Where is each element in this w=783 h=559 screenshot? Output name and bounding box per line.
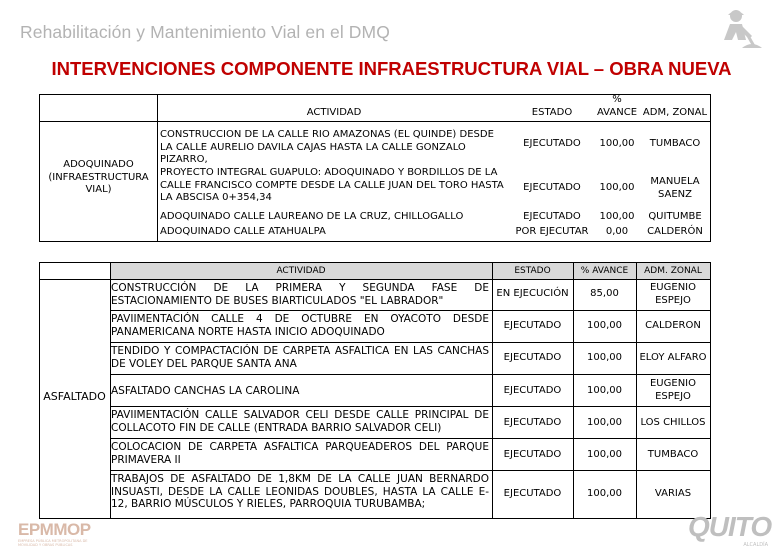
quito-logo: [688, 512, 771, 548]
t1-r0-actividad: CONSTRUCCION DE LA CALLE RIO AMAZONAS (EL QUINDE) DESDE LA CALLE AURELIO DAVILA CAJAS HASTA LA CALLE GONZALO PIZARRO,: [160, 129, 494, 165]
t2-r6-avance: 100,00: [587, 488, 622, 499]
t2-r2-zonal: ELOY ALFARO: [639, 352, 707, 363]
t2-r6-zonal: VARIAS: [654, 488, 692, 499]
t2-r5-estado: EJECUTADO: [503, 449, 562, 460]
t2-r4-zonal: LOS CHILLOS: [640, 417, 706, 428]
t1-r2-zonal: QUITUMBE: [648, 211, 702, 222]
epmmop-logo-subtext: EMPRESA PÚBLICA METROPOLITANA DE MOVILIDAD Y OBRAS PÚBLICAS: [18, 539, 88, 547]
t2-r3-actividad: ASFALTADO CANCHAS LA CAROLINA: [111, 385, 300, 397]
t2-group-label: ASFALTADO: [43, 390, 106, 403]
t1-r0-zonal: TUMBACO: [649, 138, 701, 149]
t2-r2-actividad: TENDIDO Y COMPACTACIÓN DE CARPETA ASFALTICA EN LAS CANCHAS DE VOLEY DEL PARQUE SANTA ANA: [111, 345, 489, 370]
t1-group-label: ADOQUINADO (INFRAESTRUCTURA VIAL): [48, 159, 149, 195]
t2-r3-estado: EJECUTADO: [503, 385, 562, 396]
t2-r0-estado: EN EJECUCIÓN: [496, 288, 569, 299]
t2-r5-avance: 100,00: [587, 449, 622, 460]
t2-r6-estado: EJECUTADO: [503, 488, 562, 499]
t2-r2-estado: EJECUTADO: [503, 352, 562, 363]
t1-r3-avance: 0,00: [605, 226, 629, 237]
t2-r5-zonal: TUMBACO: [647, 449, 699, 460]
t1-r2-actividad: ADOQUINADO CALLE LAUREANO DE LA CRUZ, CHILLOGALLO: [160, 211, 464, 222]
t2-r1-avance: 100,00: [587, 320, 622, 331]
quito-logo-text: QUITO: [688, 511, 772, 542]
t1-r0-avance: 100,00: [599, 138, 635, 149]
t2-r0-avance: 85,00: [590, 288, 619, 299]
t1-r1-estado: EJECUTADO: [523, 182, 581, 193]
t1-r3-zonal: CALDERÓN: [647, 226, 703, 237]
t2-r0-zonal: EUGENIO ESPEJO: [649, 282, 696, 306]
t1-r2-estado: EJECUTADO: [523, 211, 581, 222]
t1-header-estado: ESTADO: [531, 107, 573, 118]
epmmop-logo: [18, 521, 91, 547]
t2-header-actividad: ACTIVIDAD: [276, 266, 326, 276]
t1-r1-zonal: MANUELA SAENZ: [650, 176, 700, 200]
t2-r0-actividad: CONSTRUCCIÓN DE LA PRIMERA Y SEGUNDA FASE DE ESTACIONAMIENTO DE BUSES BIARTICULADOS "EL LABRADOR": [111, 282, 489, 307]
t2-r4-estado: EJECUTADO: [503, 417, 562, 428]
t2-r4-avance: 100,00: [587, 417, 622, 428]
t2-header-avance: % AVANCE: [580, 266, 629, 276]
t2-header-adm-zonal: ADM. ZONAL: [644, 266, 702, 276]
t1-header-avance: AVANCE: [596, 107, 638, 118]
t2-r3-zonal: EUGENIO ESPEJO: [649, 378, 696, 402]
main-title: INTERVENCIONES COMPONENTE INFRAESTRUCTURA VIAL – OBRA NUEVA: [51, 58, 732, 79]
t1-r2-avance: 100,00: [599, 211, 635, 222]
t2-r5-actividad: COLOCACION DE CARPETA ASFALTICA PARQUEADEROS DEL PARQUE PRIMAVERA II: [111, 441, 489, 466]
t1-r1-actividad: PROYECTO INTEGRAL GUAPULO: ADOQUINADO Y BORDILLOS DE LA CALLE FRANCISCO COMPTE DESDE LA CALLE JUAN DEL TORO HASTA LA ABSCISA 0+354,34: [160, 167, 504, 203]
epmmop-logo-text: EPMMOP: [18, 520, 91, 539]
t2-r1-zonal: CALDERON: [645, 320, 701, 331]
t2-r6-actividad: TRABAJOS DE ASFALTADO DE 1,8KM DE LA CALLE JUAN BERNARDO INSUASTI, DESDE LA CALLE LEONIDAS DOUBLES, HASTA LA CALLE E-12, BARRIO MÚSCULOS Y RIELES, PARROQUIA TURUBAMBA;: [111, 473, 489, 510]
t1-r1-avance: 100,00: [599, 182, 635, 193]
t2-r4-actividad: PAVIIMENTACIÓN CALLE SALVADOR CELI DESDE CALLE PRINCIPAL DE COLLACOTO FIN DE CALLE (ENTRADA BARRIO SALVADOR CELI): [111, 409, 489, 434]
construction-worker-icon: [712, 6, 764, 50]
quito-logo-subtext: ALCALDÍA: [743, 542, 768, 548]
t1-header-avance-pct: %: [612, 94, 622, 105]
page-header-title: Rehabilitación y Mantenimiento Vial en el DMQ: [20, 22, 390, 42]
t1-header-adm-zonal: ADM, ZONAL: [642, 107, 708, 118]
t2-r3-avance: 100,00: [587, 385, 622, 396]
t2-r1-actividad: PAVIIMENTACIÓN CALLE 4 DE OCTUBRE EN OYACOTO DESDE PANAMERICANA NORTE HASTA INICIO ADOQUINADO: [111, 313, 489, 338]
t1-r0-estado: EJECUTADO: [523, 138, 581, 149]
t1-r3-actividad: ADOQUINADO CALLE ATAHUALPA: [160, 226, 326, 237]
t2-r2-avance: 100,00: [587, 352, 622, 363]
t2-header-estado: ESTADO: [514, 266, 551, 276]
t1-header-actividad: ACTIVIDAD: [306, 107, 362, 118]
t1-r3-estado: POR EJECUTAR: [515, 226, 589, 237]
t2-r1-estado: EJECUTADO: [503, 320, 562, 331]
